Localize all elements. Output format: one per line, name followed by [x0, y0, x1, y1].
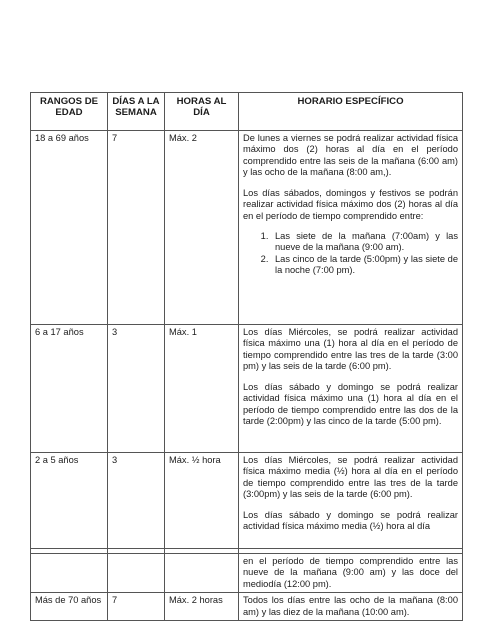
table-row: [31, 325, 463, 453]
header-age-range: RANGOS DE EDAD: [31, 93, 108, 131]
table-header-row: [31, 93, 463, 131]
header-days-per-week: DÍAS A LA SEMANA: [108, 93, 165, 131]
schedule-paragraph: De lunes a viernes se podrá realizar actividad física máximo dos (2) horas al día en el período comprendido entre las seis de la mañana (6:00 am) y las ocho de la mañana (8:00 am,).: [243, 133, 458, 178]
cell-schedule: [239, 131, 463, 325]
schedule-table: [30, 92, 463, 621]
table-row: [31, 593, 463, 621]
schedule-paragraph: Los días sábado y domingo se podrá realizar actividad física máximo media (½) hora al día: [243, 509, 458, 532]
cell-schedule-continuation: en el período de tiempo comprendido entre las nueve de la mañana (9:00 am) y las doce del mediodía (12:00 pm).: [239, 554, 463, 593]
list-item: 2. Las cinco de la tarde (5:00pm) y las siete de la noche (7:00 pm).: [271, 254, 458, 277]
cell-age: 18 a 69 años: [31, 131, 108, 325]
cell-hours: Máx. 2 horas: [165, 593, 239, 621]
cell-schedule: [239, 453, 463, 549]
schedule-paragraph: Los días Miércoles, se podrá realizar actividad física máximo una (1) hora al día en el período de tiempo comprendido entre las tres de la tarde (3:00 pm) y las seis de la tarde (6:00 pm).: [243, 327, 458, 372]
schedule-paragraph: Los días sábados, domingos y festivos se podrán realizar actividad física máximo dos (2) horas al día en el período de tiempo comprendido entre:: [243, 187, 458, 221]
cell-schedule: [239, 325, 463, 453]
header-specific-schedule: HORARIO ESPECÍFICO: [239, 93, 463, 131]
time-slot-list: [243, 231, 458, 277]
cell-hours: [165, 554, 239, 593]
schedule-paragraph: Los días Miércoles, se podrá realizar actividad física máximo media (½) hora al día en el período de tiempo comprendido entre las tres de la tarde (3:00pm) y las seis de la tarde (6:00 pm).: [243, 455, 458, 500]
table-row: [31, 131, 463, 325]
cell-days: 7: [108, 131, 165, 325]
list-item: 1. Las siete de la mañana (7:00am) y las nueve de la mañana (9:00 am).: [271, 231, 458, 254]
cell-hours: Máx. 1: [165, 325, 239, 453]
table-row: [31, 453, 463, 549]
cell-hours: Máx. ½ hora: [165, 453, 239, 549]
table-row: [31, 554, 463, 593]
schedule-paragraph: Los días sábado y domingo se podrá realizar actividad física máximo una (1) hora al día en el período de tiempo comprendido entre las dos de la tarde (2:00pm) y las cinco de la tarde (5:00 pm).: [243, 381, 458, 426]
cell-age: 6 a 17 años: [31, 325, 108, 453]
cell-days: 7: [108, 593, 165, 621]
header-hours-per-day: HORAS AL DÍA: [165, 93, 239, 131]
cell-age: Más de 70 años: [31, 593, 108, 621]
cell-days: 3: [108, 453, 165, 549]
cell-schedule: Todos los días entre las ocho de la mañana (8:00 am) y las diez de la mañana (10:00 am).: [239, 593, 463, 621]
cell-age: [31, 554, 108, 593]
cell-days: 3: [108, 325, 165, 453]
cell-hours: Máx. 2: [165, 131, 239, 325]
cell-days: [108, 554, 165, 593]
cell-age: 2 a 5 años: [31, 453, 108, 549]
